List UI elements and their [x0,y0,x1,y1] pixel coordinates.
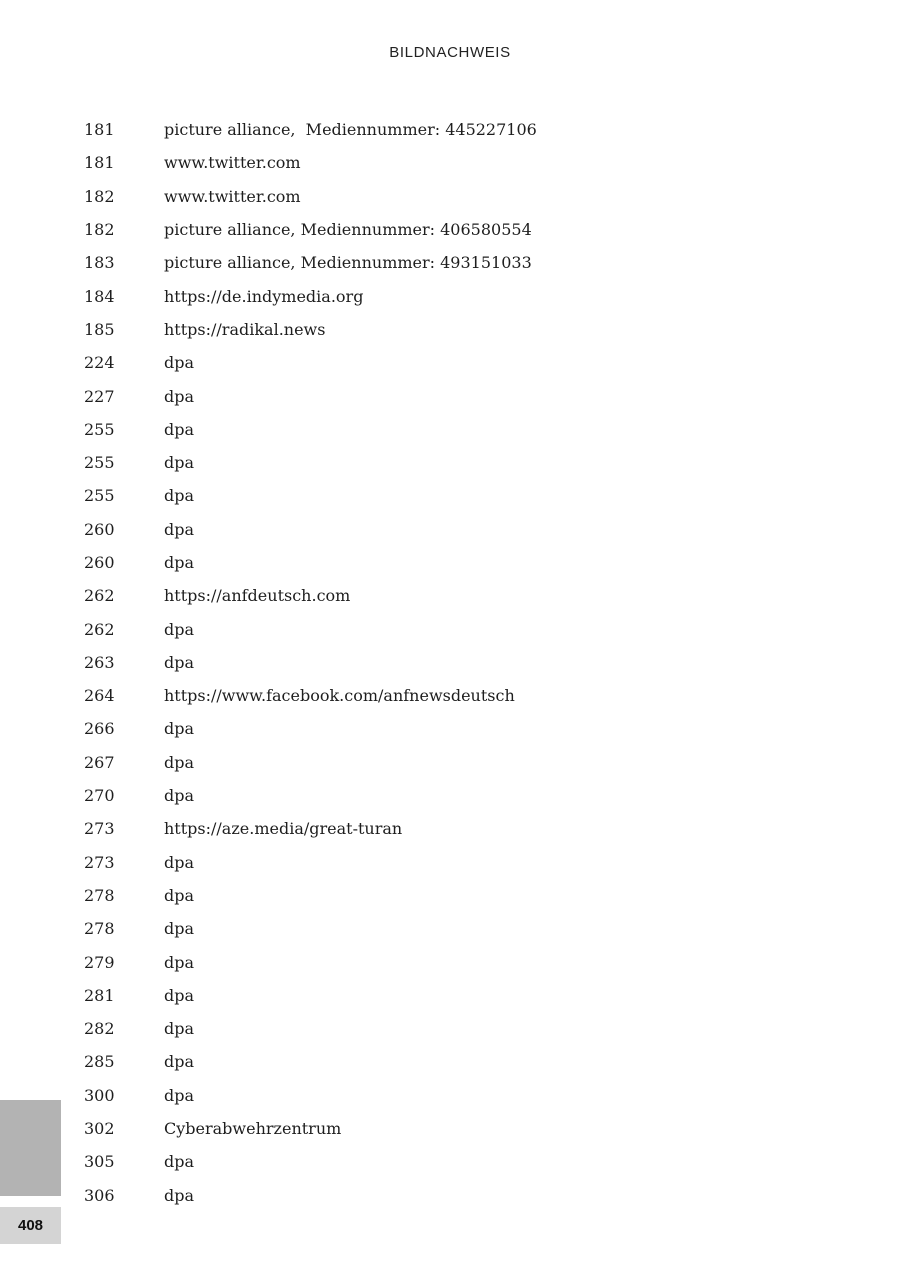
credit-page-number: 273 [84,819,115,839]
credit-source: dpa [164,1052,195,1072]
credit-row [84,612,537,645]
credit-row [84,812,537,845]
credit-row [84,1079,537,1112]
credit-page-number: 305 [84,1152,115,1172]
credit-row [84,846,537,879]
credit-source: dpa [164,519,195,539]
credit-source: dpa [164,786,195,806]
credit-source: dpa [164,1085,195,1105]
credit-row [84,1179,537,1212]
credit-row [84,213,537,246]
credit-page-number: 182 [84,220,115,240]
credit-source: www.twitter.com [164,186,301,206]
credit-page-number: 273 [84,852,115,872]
credit-row [84,1145,537,1178]
credit-page-number: 278 [84,919,115,939]
credit-page-number: 262 [84,619,115,639]
credit-source: dpa [164,1152,195,1172]
credit-source: dpa [164,985,195,1005]
credit-source: picture alliance, Mediennummer: 493151033 [164,253,532,273]
side-tab-marker [0,1100,61,1196]
credit-page-number: 266 [84,719,115,739]
credit-page-number: 260 [84,519,115,539]
credit-row [84,879,537,912]
credit-page-number: 255 [84,486,115,506]
credit-row [84,246,537,279]
credit-page-number: 255 [84,419,115,439]
page-title: BILDNACHWEIS [389,44,511,61]
credit-source: Cyberabwehrzentrum [164,1119,342,1139]
credit-row [84,546,537,579]
credit-source: dpa [164,1185,195,1205]
credit-source: dpa [164,386,195,406]
credit-row [84,413,537,446]
credit-source: dpa [164,885,195,905]
credit-row [84,1112,537,1145]
credit-row [84,1012,537,1045]
credit-page-number: 183 [84,253,115,273]
credit-row [84,113,537,146]
credit-page-number: 302 [84,1119,115,1139]
credit-page-number: 282 [84,1019,115,1039]
credit-page-number: 285 [84,1052,115,1072]
credit-page-number: 264 [84,686,115,706]
credit-row [84,945,537,978]
credit-page-number: 270 [84,786,115,806]
credit-row [84,379,537,412]
credit-page-number: 227 [84,386,115,406]
credit-source: dpa [164,353,195,373]
credit-page-number: 262 [84,586,115,606]
credit-page-number: 281 [84,985,115,1005]
credit-source: picture alliance, Mediennummer: 445227106 [164,120,537,140]
credit-row [84,146,537,179]
credit-source: https://aze.media/great-turan [164,819,403,839]
credit-source: www.twitter.com [164,153,301,173]
credit-source: https://de.indymedia.org [164,286,364,306]
credit-page-number: 267 [84,752,115,772]
page-number: 408 [0,1207,61,1244]
credit-source: dpa [164,919,195,939]
credit-source: https://www.facebook.com/anfnewsdeutsch [164,686,515,706]
credit-source: dpa [164,1019,195,1039]
credit-page-number: 306 [84,1185,115,1205]
credit-row [84,313,537,346]
credit-page-number: 263 [84,652,115,672]
credit-source: dpa [164,719,195,739]
credit-source: dpa [164,453,195,473]
credit-page-number: 181 [84,153,115,173]
credit-page-number: 278 [84,885,115,905]
credit-page-number: 279 [84,952,115,972]
credit-row [84,446,537,479]
credit-row [84,779,537,812]
credit-page-number: 182 [84,186,115,206]
credit-row [84,746,537,779]
credit-source: https://anfdeutsch.com [164,586,351,606]
credit-row [84,513,537,546]
credit-row [84,979,537,1012]
credit-row [84,279,537,312]
credit-row [84,646,537,679]
credit-page-number: 224 [84,353,115,373]
credit-page-number: 185 [84,319,115,339]
credit-source: dpa [164,952,195,972]
credit-row [84,180,537,213]
credit-row [84,479,537,512]
credit-row [84,1045,537,1078]
credit-page-number: 184 [84,286,115,306]
credit-source: dpa [164,652,195,672]
credit-row [84,579,537,612]
credit-source: dpa [164,752,195,772]
credit-row [84,346,537,379]
credit-source: dpa [164,553,195,572]
credit-source: dpa [164,486,195,506]
credit-row [84,679,537,712]
credit-page-number: 181 [84,120,115,140]
credit-row [84,912,537,945]
credit-page-number: 300 [84,1085,115,1105]
credits-list [84,113,537,1212]
credit-page-number: 260 [84,553,115,572]
credit-row [84,712,537,745]
credit-source: dpa [164,852,195,872]
credit-source: dpa [164,419,195,439]
credit-source: https://radikal.news [164,319,326,339]
credit-source: picture alliance, Mediennummer: 406580554 [164,220,532,240]
credit-source: dpa [164,619,195,639]
credit-page-number: 255 [84,453,115,473]
